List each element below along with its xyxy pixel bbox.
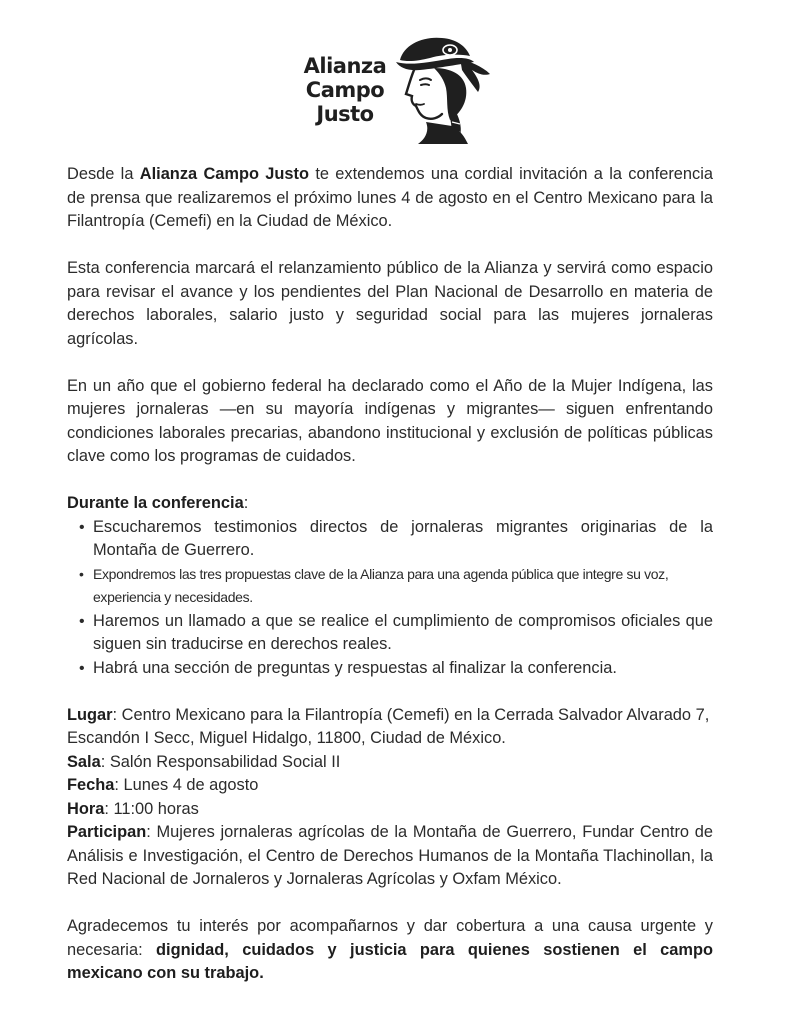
sala-value: : Salón Responsabilidad Social II [100,752,341,771]
logo-line-1: Alianza [303,54,387,78]
detail-participan [67,821,713,892]
relaunch-paragraph: Esta conferencia marcará el relanzamiento público de la Alianza y servirá como espacio para revisar el avance y los pendientes del Plan Nacional de Desarrollo en materia de derechos laborales, salario justo y seguridad social para las mujeres jornaleras agrícolas. [67,259,713,348]
lugar-value: : Centro Mexicano para la Filantropía (Cemefi) en la Cerrada Salvador Alvarado 7, Escandón I Secc, Miguel Hidalgo, 11800, Ciudad de México. [67,705,710,747]
during-colon: : [243,494,249,512]
agenda-item-4: • Habrá una sección de preguntas y respuestas al finalizar la conferencia. [93,657,713,681]
hora-label: Hora [67,799,105,818]
participan-value: : Mujeres jornaleras agrícolas de la Montaña de Guerrero, Fundar Centro de Análisis e Investigación, el Centro de Derechos Humanos de la Montaña Tlachinollan, la Red Nacional de Jornaleros y Jornaleras Agrícolas y Oxfam México. [67,823,713,888]
logo-wordmark [290,54,400,126]
intro-pre: Desde la [67,165,140,183]
detail-lugar [67,704,713,751]
agenda-list [67,516,713,681]
closing-paragraph [67,915,713,986]
closing-pre: Agradecemos tu interés por acompañarnos y dar cobertura a una causa urgente y necesaria: [67,917,713,959]
fecha-label: Fecha [67,776,115,794]
intro-post: te extendemos una cordial invitación a la conferencia de prensa que realizaremos el próximo lunes 4 de agosto en el Centro Mexicano para la Filantropía (Cemefi) en la Ciudad de México. [67,165,713,230]
closing-bold: dignidad, cuidados y justicia para quienes sostienen el campo mexicano con su trabajo. [67,940,713,982]
sala-label: Sala [67,752,101,771]
participan-label: Participan [67,823,147,841]
agenda-item-3: • Haremos un llamado a que se realice el cumplimiento de compromisos oficiales que siguen sin traducirse en derechos reales. [93,610,713,657]
agenda-item-2: • Expondremos las tres propuestas clave de la Alianza para una agenda pública que integre su voz, experiencia y necesidades. [93,563,713,610]
alianza-logo [290,32,500,144]
detail-sala [67,751,713,775]
detail-hora [67,798,713,822]
lugar-label: Lugar [67,705,113,724]
detail-fecha [67,774,713,798]
context-paragraph: En un año que el gobierno federal ha declarado como el Año de la Mujer Indígena, las mujeres jornaleras —en su mayoría indígenas y migrantes— siguen enfrentando condiciones laborales precarias, abandono institucional y exclusión de políticas públicas clave como los programas de cuidados. [67,376,713,465]
during-heading: Durante la conferencia [67,494,244,512]
logo-line-3: Justo [316,102,374,126]
agenda-item-1: • Escucharemos testimonios directos de jornaleras migrantes originarias de la Montaña de Guerrero. [93,516,713,563]
during-heading-line [67,492,713,516]
invitation-body [67,163,713,986]
logo-line-2: Campo [305,78,385,102]
alliance-name: Alianza Campo Justo [139,165,310,183]
fecha-value: : Lunes 4 de agosto [114,776,259,794]
hora-value: : 11:00 horas [104,799,199,818]
intro-paragraph [67,163,713,234]
woman-in-cap-icon [390,32,495,144]
